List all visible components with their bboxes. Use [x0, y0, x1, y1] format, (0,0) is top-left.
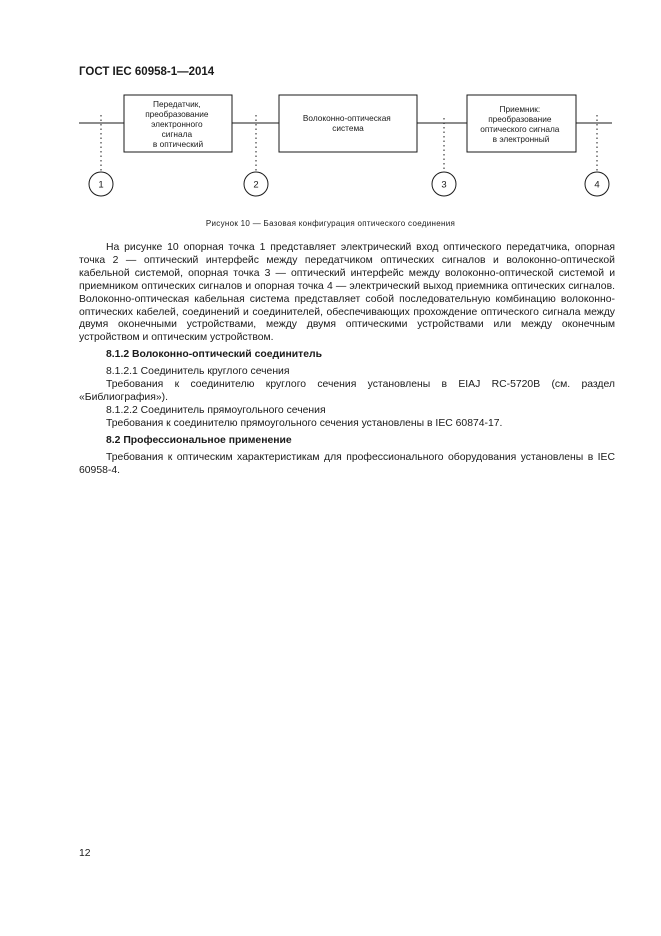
fiber-system-label-line: система	[332, 123, 364, 133]
reference-point-label: 4	[594, 179, 600, 191]
transmitter-label	[145, 99, 211, 149]
transmitter-label-line: сигнала	[161, 129, 193, 139]
receiver-label-line: Приемник:	[499, 104, 541, 114]
paragraph: Требования к соединителю круглого сечения установлены в EIAJ RC-5720B (см. раздел «Библиография»).	[79, 379, 615, 403]
transmitter-label-line: электронного	[151, 119, 203, 129]
receiver-label-line: преобразование	[488, 114, 552, 124]
receiver-label-line: оптического сигнала	[480, 124, 560, 134]
subsection-title: 8.1.2.1 Соединитель круглого сечения	[106, 366, 290, 378]
section-heading: 8.1.2 Волоконно-оптический соединитель	[106, 349, 322, 361]
paragraph: Требования к оптическим характеристикам для профессионального оборудования установлены в IEC 60958-4.	[79, 451, 615, 476]
connection-diagram	[0, 0, 661, 240]
document-header: ГОСТ IEC 60958-1—2014	[79, 66, 215, 78]
reference-point-label: 1	[98, 179, 104, 191]
page-number: 12	[79, 848, 91, 859]
figure-caption: Рисунок 10 — Базовая конфигурация оптического соединения	[205, 219, 456, 228]
subsection-title: 8.1.2.2 Соединитель прямоугольного сечения	[106, 404, 326, 416]
section-heading: 8.2 Профессиональное применение	[106, 434, 292, 446]
receiver-label-line: в электронный	[492, 134, 550, 144]
paragraph: Требования к соединителю прямоугольного сечения установлены в IEC 60874-17.	[106, 417, 503, 429]
transmitter-label-line: в оптический	[152, 139, 204, 149]
reference-point-label: 3	[441, 179, 447, 191]
reference-point-label: 2	[253, 179, 259, 191]
transmitter-label-line: преобразование	[145, 109, 209, 119]
fiber-system-label-line: Волоконно-оптическая	[302, 113, 391, 123]
paragraph: На рисунке 10 опорная точка 1 представляет электрический вход оптического передатчика, опорная точка 2 — оптический интерфейс между передатчиком оптических сигналов и волоконно-оптической кабельной системой, опорная точка 3 — оптический интерфейс между волоконно-оптической системой и приемником оптических сигналов и опорная точка 4 — электрический выход приемника оптических сигналов. Волоконно-оптическая кабельная система представляет собой последовательную комбинацию волоконно-оптических кабелей, соединений и соединителей, обеспечивающих прохождение оптического сигнала между двумя оконечными устройствами, между двумя оптическими устройствами или между оконечным устройством и оптическим устройством.	[79, 242, 615, 344]
body-text	[79, 242, 615, 477]
transmitter-label-line: Передатчик,	[153, 99, 201, 109]
